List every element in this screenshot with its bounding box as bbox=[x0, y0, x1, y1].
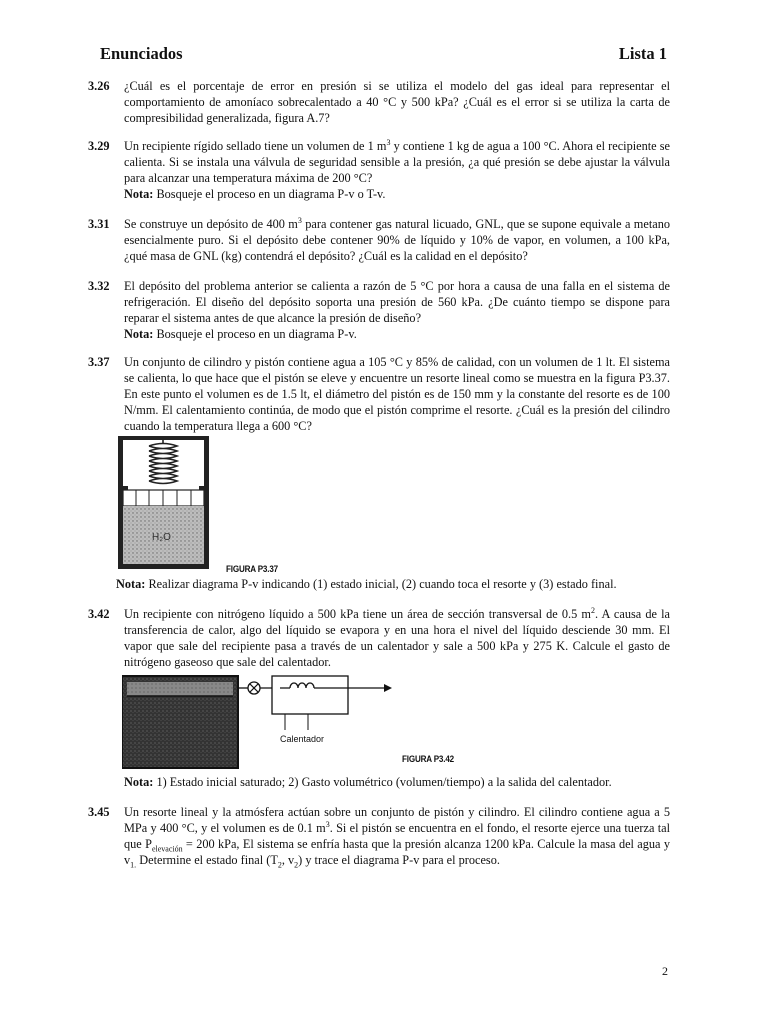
cylinder-left-wall bbox=[118, 436, 123, 568]
problem-number: 3.26 bbox=[88, 79, 110, 93]
problem-number: 3.37 bbox=[88, 355, 110, 369]
piston bbox=[123, 490, 204, 506]
problem-note: Nota: Bosqueje el proceso en un diagrama P-v o T-v. bbox=[124, 187, 386, 201]
figure-p3-42 bbox=[122, 674, 392, 770]
problem-text: ¿Cuál es el porcentaje de error en presión si se utiliza el modelo del gas ideal para representar el comportamiento de amoníaco sobrecalentado a 40 °C y 500 kPa? ¿Cuál es el error si se utiliza la carta de compresibilidad generalizada, figura A.7? bbox=[124, 79, 670, 125]
water-label: H₂O bbox=[152, 532, 171, 543]
vapor-region bbox=[127, 682, 233, 696]
cylinder-top bbox=[118, 436, 208, 440]
problem-note: Nota: 1) Estado inicial saturado; 2) Gasto volumétrico (volumen/tiempo) a la salida del calentador. bbox=[124, 775, 612, 789]
figure-caption: FIGURA P3.42 bbox=[402, 754, 454, 765]
cylinder-bottom bbox=[118, 564, 209, 569]
arrow-icon bbox=[384, 684, 392, 692]
problem-3-37 bbox=[88, 354, 670, 434]
cylinder-right-wall bbox=[204, 436, 209, 568]
problem-number: 3.31 bbox=[88, 217, 110, 231]
figure-caption: FIGURA P3.37 bbox=[226, 564, 278, 575]
problem-text: Un conjunto de cilindro y pistón contiene agua a 105 °C y 85% de calidad, con un volumen de 1 lt. El sistema se calienta, lo que hace que el pistón se eleve y encuentre un resorte lineal como se muestra en la figura P3.37. En este punto el volumen es de 1.5 lt, el diámetro del pistón es de 150 mm y la constante del resorte es de 100 N/mm. El calentamiento continúa, de modo que el pistón comprime el resorte. ¿Cuál es la presión del cilindro cuando la temperatura llega a 600 °C? bbox=[124, 355, 670, 433]
problem-number: 3.29 bbox=[88, 139, 110, 153]
page-number: 2 bbox=[662, 964, 668, 978]
problem-3-42 bbox=[88, 606, 670, 670]
header-title: Enunciados bbox=[100, 44, 183, 63]
problem-text: Se construye un depósito de 400 $m^3$ para contener gas natural licuado, GNL, que se supone equivale a metano esencialmente puro. Si el depósito debe contener 90% de líquido y 10% de vapor, en volumen, a 100 kPa, ¿qué masa de GNL (kg) contendrá el depósito? ¿Cuál es la calidad en el depósito? bbox=[124, 215, 671, 263]
problem-number: 3.32 bbox=[88, 279, 110, 293]
valve-icon bbox=[248, 682, 260, 694]
problem-text: Un resorte lineal y la atmósfera actúan sobre un conjunto de pistón y cilindro. El cilindro contiene agua a 5 MPa y 400 °C, y el volumen es de 0.1 $m^3$. Si el pistón se encuentra en el fondo, el resorte ejerce una tuerza tal que $P_{elevación} = 200$ kPa, El sistema se enfría hasta que la presión alcanza 1200 kPa. Calcule la masa del agua y $v_{1.}$ Determine el estado final ($T_2$, $v_2$) y trace el diagrama P-v para el proceso. bbox=[124, 805, 670, 870]
problem-text: El depósito del problema anterior se calienta a razón de 5 °C por hora a causa de una falla en el sistema de refrigeración. El diseño del depósito soporta una presión de 560 kPa. ¿De cuánto tiempo se dispone para reparar el sistema antes de que alcance la presión de diseño? bbox=[124, 279, 670, 325]
heater-box bbox=[272, 676, 348, 714]
problem-note: Nota: Realizar diagrama P-v indicando (1) estado inicial, (2) cuando toca el resorte y (3) estado final. bbox=[116, 577, 617, 591]
header-list-label: Lista 1 bbox=[618, 44, 667, 63]
figure-p3-37 bbox=[116, 436, 236, 572]
problem-3-32 bbox=[88, 278, 670, 342]
problem-number: 3.45 bbox=[88, 805, 110, 819]
problem-text: Un recipiente con nitrógeno líquido a 500 kPa tiene un área de sección transversal de 0.5 $m^2$. A causa de la transferencia de calor, algo del líquido se evapora y en una hora el nivel del líquido desciende 30 mm. El vapor que sale del recipiente pasa a través de un calentador y sale a 500 kPa y 275 K. Calcule el gasto de nitrógeno gaseoso que sale del calentador. bbox=[124, 605, 671, 669]
problem-number: 3.42 bbox=[88, 607, 110, 621]
problem-3-31 bbox=[88, 216, 670, 264]
problem-text: Un recipiente rígido sellado tiene un volumen de 1 $m^3$ y contiene 1 kg de agua a 100 °C. Ahora el recipiente se calienta. Si se instala una válvula de seguridad sensible a la presión, ¿a qué presión se debe ajustar la válvula para alcanzar una temperatura máxima de 200 °C? bbox=[124, 137, 670, 185]
spring-icon bbox=[149, 440, 177, 484]
problem-3-26 bbox=[88, 78, 670, 126]
heater-label: Calentador bbox=[280, 734, 325, 744]
problem-3-29 bbox=[88, 138, 670, 202]
problem-3-45 bbox=[88, 804, 670, 868]
problem-note: Nota: Bosqueje el proceso en un diagrama P-v. bbox=[124, 327, 357, 341]
